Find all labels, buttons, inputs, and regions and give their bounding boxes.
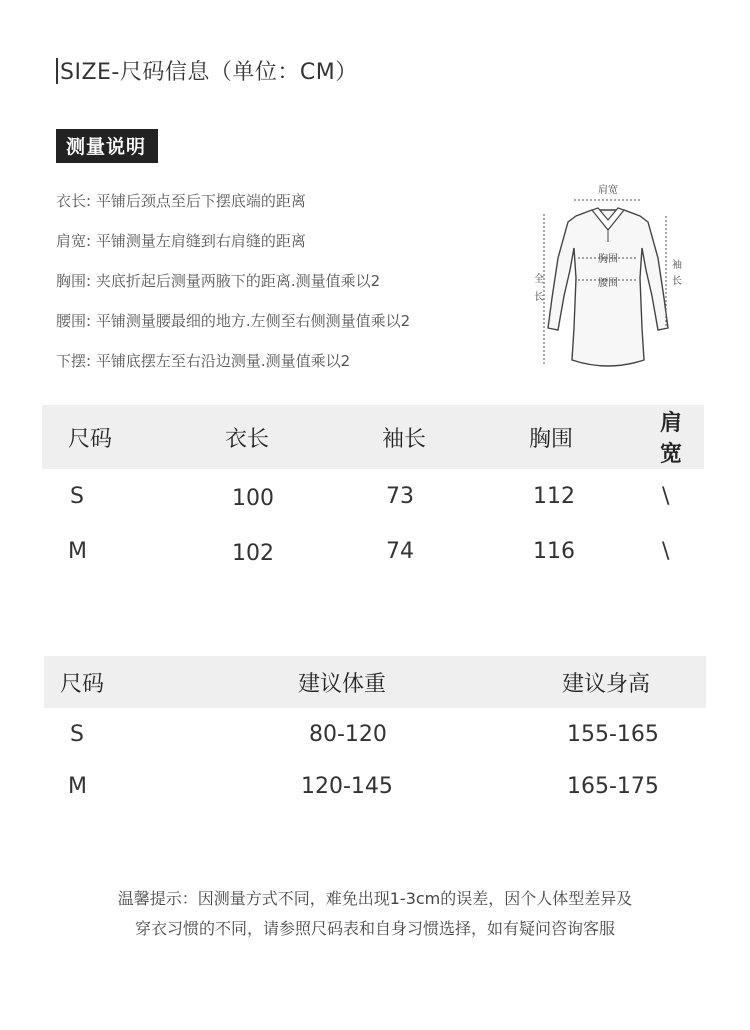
measure-item-waist: 腰围: 平铺测量腰最细的地方.左侧至右侧测量值乘以2 (56, 312, 411, 330)
header-shoulder: 肩宽 (660, 405, 704, 469)
page-title (56, 56, 358, 90)
diagram-label-chest: 胸围 (598, 254, 618, 265)
header-sleeve: 袖长 (376, 405, 523, 469)
cell-chest: 116 (533, 539, 575, 564)
cell-sleeve: 74 (386, 539, 414, 564)
diagram-label-shoulder: 肩宽 (598, 185, 618, 196)
table-row (44, 708, 706, 760)
measure-item-hem: 下摆: 平铺底摆左至右沿边测量.测量值乘以2 (56, 352, 351, 370)
cell-size: S (70, 721, 84, 747)
garment-diagram (524, 178, 694, 378)
table-row (44, 760, 706, 812)
size-table-header (42, 405, 704, 469)
cell-length: 102 (232, 540, 274, 566)
header-length: 衣长 (219, 405, 376, 469)
header-size: 尺码 (42, 405, 219, 469)
header-chest: 胸围 (523, 405, 660, 469)
recommendation-table (44, 656, 706, 812)
cell-weight: 120-145 (301, 773, 393, 799)
cell-size: S (70, 484, 84, 509)
cell-chest: 112 (533, 484, 575, 509)
table-row (42, 469, 704, 524)
header-size: 尺码 (44, 656, 297, 708)
header-height: 建议身高 (561, 656, 706, 708)
diagram-label-waist: 腰围 (598, 278, 618, 289)
tip-text (0, 884, 750, 944)
cell-height: 155-165 (567, 721, 659, 747)
measure-item-shoulder: 肩宽: 平铺测量左肩缝到右肩缝的距离 (56, 232, 306, 250)
tip-line-2: 穿衣习惯的不同，请参照尺码表和自身习惯选择，如有疑问咨询客服 (134, 919, 615, 938)
measure-item-chest: 胸围: 夹底折起后测量两腋下的距离.测量值乘以2 (56, 272, 381, 290)
diagram-label-sleeve: 袖 (672, 260, 682, 271)
measure-item-length: 衣长: 平铺后颈点至后下摆底端的距离 (56, 192, 306, 210)
cell-shoulder: \ (662, 539, 670, 564)
page-title-text: SIZE-尺码信息（单位：CM） (60, 60, 358, 85)
title-bar-divider (56, 58, 58, 84)
cell-shoulder: \ (662, 484, 670, 509)
diagram-label-sleeve-2: 长 (672, 276, 682, 287)
cell-size: M (68, 773, 87, 799)
cell-size: M (68, 539, 87, 564)
cell-height: 165-175 (567, 773, 659, 799)
diagram-label-length-2: 长 (534, 292, 544, 303)
size-table (42, 405, 704, 579)
diagram-label-length: 全 (534, 274, 544, 285)
rec-table-header (44, 656, 706, 708)
tip-line-1: 温馨提示：因测量方式不同，难免出现1-3cm的误差，因个人体型差异及 (117, 889, 633, 908)
measure-instructions-badge: 测量说明 (56, 129, 158, 163)
measurement-list (56, 190, 410, 390)
cell-weight: 80-120 (309, 721, 387, 747)
cell-sleeve: 73 (386, 484, 414, 509)
table-row (42, 524, 704, 579)
cell-length: 100 (232, 485, 274, 511)
header-weight: 建议体重 (297, 656, 561, 708)
